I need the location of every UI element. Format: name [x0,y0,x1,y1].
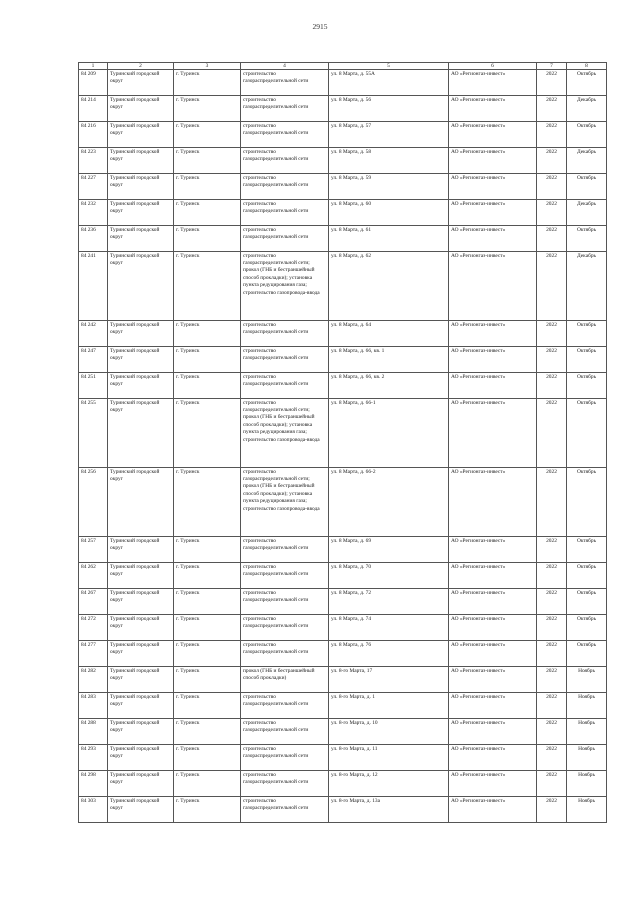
cell-operator: АО «Регионгаз-инвест» [449,321,537,347]
cell-operator: АО «Регионгаз-инвест» [449,589,537,615]
cell-year: 2022 [537,399,567,468]
cell-work-type: строительство газораспределительной сети [241,174,329,200]
cell-district: Туринский городской округ [108,347,174,373]
cell-address: ул. 8 Марта, д. 59 [329,174,449,200]
cell-district: Туринский городской округ [108,96,174,122]
cell-work-type: строительство газораспределительной сети [241,771,329,797]
cell-year: 2022 [537,321,567,347]
cell-work-type: строительство газораспределительной сети; прокол (ГНБ и бестраншейный способ прокладки); установка пункта редуцирования газа; строительство газопровода-ввода [241,252,329,321]
cell-work-type: строительство газораспределительной сети [241,563,329,589]
cell-address: ул. 8 Марта, д. 72 [329,589,449,615]
cell-operator: АО «Регионгаз-инвест» [449,563,537,589]
cell-number: 84 227 [79,174,108,200]
cell-work-type: строительство газораспределительной сети [241,693,329,719]
cell-locality: г. Туринск [174,667,241,693]
cell-locality: г. Туринск [174,693,241,719]
cell-locality: г. Туринск [174,148,241,174]
cell-number: 84 283 [79,693,108,719]
table-header [79,63,607,70]
cell-locality: г. Туринск [174,200,241,226]
cell-locality: г. Туринск [174,252,241,321]
cell-year: 2022 [537,252,567,321]
cell-operator: АО «Регионгаз-инвест» [449,693,537,719]
table-row [79,200,607,226]
cell-number: 84 293 [79,745,108,771]
cell-operator: АО «Регионгаз-инвест» [449,399,537,468]
cell-year: 2022 [537,797,567,823]
column-header: 2 [108,63,174,70]
table-row [79,615,607,641]
cell-operator: АО «Регионгаз-инвест» [449,745,537,771]
column-header: 7 [537,63,567,70]
cell-locality: г. Туринск [174,771,241,797]
cell-address: ул. 8 Марта, д. 58 [329,148,449,174]
cell-locality: г. Туринск [174,797,241,823]
cell-month: Октябрь [567,563,607,589]
cell-month: Октябрь [567,641,607,667]
cell-year: 2022 [537,468,567,537]
cell-work-type: строительство газораспределительной сети [241,719,329,745]
cell-operator: АО «Регионгаз-инвест» [449,148,537,174]
cell-work-type: строительство газораспределительной сети; прокол (ГНБ и бестраншейный способ прокладки); установка пункта редуцирования газа; строительство газопровода-ввода [241,399,329,468]
cell-address: ул. 8 Марта, д. 74 [329,615,449,641]
table-row [79,252,607,321]
cell-district: Туринский городской округ [108,373,174,399]
cell-month: Октябрь [567,537,607,563]
cell-month: Октябрь [567,347,607,373]
cell-district: Туринский городской округ [108,252,174,321]
table-row [79,771,607,797]
table-row [79,719,607,745]
cell-locality: г. Туринск [174,174,241,200]
cell-district: Туринский городской округ [108,321,174,347]
cell-work-type: строительство газораспределительной сети [241,226,329,252]
cell-number: 84 236 [79,226,108,252]
cell-operator: АО «Регионгаз-инвест» [449,96,537,122]
cell-locality: г. Туринск [174,321,241,347]
cell-district: Туринский городской округ [108,693,174,719]
table-row [79,148,607,174]
cell-district: Туринский городской округ [108,399,174,468]
cell-address: ул. 8 Марта, д. 69 [329,537,449,563]
cell-work-type: строительство газораспределительной сети [241,70,329,96]
cell-year: 2022 [537,226,567,252]
cell-month: Ноябрь [567,693,607,719]
cell-work-type: строительство газораспределительной сети [241,641,329,667]
cell-month: Октябрь [567,122,607,148]
cell-month: Октябрь [567,321,607,347]
cell-month: Декабрь [567,200,607,226]
page-number: 2915 [312,22,328,31]
cell-work-type: строительство газораспределительной сети [241,797,329,823]
cell-locality: г. Туринск [174,373,241,399]
cell-number: 84 262 [79,563,108,589]
cell-month: Ноябрь [567,719,607,745]
cell-district: Туринский городской округ [108,745,174,771]
cell-address: ул. 8 Марта, д. 61 [329,226,449,252]
cell-locality: г. Туринск [174,641,241,667]
cell-district: Туринский городской округ [108,200,174,226]
column-header: 3 [174,63,241,70]
cell-number: 84 214 [79,96,108,122]
cell-number: 84 277 [79,641,108,667]
table-body [79,70,607,823]
table-row [79,641,607,667]
cell-locality: г. Туринск [174,70,241,96]
cell-operator: АО «Регионгаз-инвест» [449,537,537,563]
cell-year: 2022 [537,563,567,589]
column-header: 6 [449,63,537,70]
cell-work-type: строительство газораспределительной сети [241,200,329,226]
cell-address: ул. 8 Марта, д. 55А [329,70,449,96]
cell-work-type: строительство газораспределительной сети [241,148,329,174]
column-header: 8 [567,63,607,70]
table-row [79,226,607,252]
cell-year: 2022 [537,347,567,373]
cell-number: 84 272 [79,615,108,641]
cell-district: Туринский городской округ [108,148,174,174]
cell-work-type: строительство газораспределительной сети [241,589,329,615]
registry-table [78,62,607,823]
cell-locality: г. Туринск [174,347,241,373]
cell-locality: г. Туринск [174,96,241,122]
cell-address: ул. 8-го Марта, д. 10 [329,719,449,745]
cell-locality: г. Туринск [174,615,241,641]
cell-operator: АО «Регионгаз-инвест» [449,347,537,373]
cell-district: Туринский городской округ [108,226,174,252]
cell-address: ул. 8 Марта, д. 66-1 [329,399,449,468]
cell-year: 2022 [537,641,567,667]
cell-month: Октябрь [567,615,607,641]
cell-district: Туринский городской округ [108,797,174,823]
cell-month: Октябрь [567,399,607,468]
cell-month: Октябрь [567,468,607,537]
cell-month: Декабрь [567,96,607,122]
cell-address: ул. 8-го Марта, д. 12 [329,771,449,797]
cell-month: Октябрь [567,70,607,96]
cell-number: 84 247 [79,347,108,373]
cell-year: 2022 [537,589,567,615]
table-row [79,399,607,468]
cell-work-type: строительство газораспределительной сети [241,537,329,563]
cell-district: Туринский городской округ [108,719,174,745]
cell-month: Ноябрь [567,771,607,797]
cell-address: ул. 8-го Марта, 17 [329,667,449,693]
cell-locality: г. Туринск [174,745,241,771]
column-header: 1 [79,63,108,70]
cell-month: Октябрь [567,174,607,200]
cell-year: 2022 [537,122,567,148]
cell-address: ул. 8 Марта, д. 56 [329,96,449,122]
cell-address: ул. 8-го Марта, д. 1 [329,693,449,719]
cell-number: 84 267 [79,589,108,615]
cell-number: 84 298 [79,771,108,797]
cell-year: 2022 [537,745,567,771]
cell-address: ул. 8 Марта, д. 64 [329,321,449,347]
table-row [79,667,607,693]
cell-locality: г. Туринск [174,537,241,563]
cell-address: ул. 8-го Марта, д. 13а [329,797,449,823]
cell-work-type: строительство газораспределительной сети [241,373,329,399]
cell-address: ул. 8 Марта, д. 57 [329,122,449,148]
cell-district: Туринский городской округ [108,589,174,615]
cell-locality: г. Туринск [174,122,241,148]
table-row [79,347,607,373]
table-row [79,468,607,537]
cell-month: Ноябрь [567,797,607,823]
cell-address: ул. 8 Марта, д. 70 [329,563,449,589]
cell-work-type: строительство газораспределительной сети; прокол (ГНБ и бестраншейный способ прокладки); установка пункта редуцирования газа; строительство газопровода-ввода [241,468,329,537]
cell-year: 2022 [537,537,567,563]
cell-year: 2022 [537,771,567,797]
table-row [79,745,607,771]
cell-year: 2022 [537,615,567,641]
cell-district: Туринский городской округ [108,771,174,797]
cell-operator: АО «Регионгаз-инвест» [449,719,537,745]
cell-work-type: строительство газораспределительной сети [241,347,329,373]
cell-address: ул. 8 Марта, д. 66-2 [329,468,449,537]
table-row [79,797,607,823]
cell-number: 84 288 [79,719,108,745]
cell-month: Октябрь [567,226,607,252]
cell-year: 2022 [537,96,567,122]
cell-district: Туринский городской округ [108,537,174,563]
cell-operator: АО «Регионгаз-инвест» [449,615,537,641]
cell-operator: АО «Регионгаз-инвест» [449,641,537,667]
table-row [79,373,607,399]
cell-locality: г. Туринск [174,399,241,468]
cell-district: Туринский городской округ [108,667,174,693]
cell-locality: г. Туринск [174,719,241,745]
cell-address: ул. 8 Марта, д. 76 [329,641,449,667]
cell-number: 84 256 [79,468,108,537]
cell-number: 84 282 [79,667,108,693]
cell-locality: г. Туринск [174,468,241,537]
cell-district: Туринский городской округ [108,641,174,667]
cell-operator: АО «Регионгаз-инвест» [449,174,537,200]
cell-year: 2022 [537,719,567,745]
cell-address: ул. 8 Марта, д. 60 [329,200,449,226]
cell-address: ул. 8 Марта, д. 66, кв. 1 [329,347,449,373]
cell-address: ул. 8 Марта, д. 66, кв. 2 [329,373,449,399]
cell-month: Декабрь [567,148,607,174]
cell-work-type: прокол (ГНБ и бестраншейный способ прокладки) [241,667,329,693]
cell-district: Туринский городской округ [108,174,174,200]
cell-year: 2022 [537,200,567,226]
cell-operator: АО «Регионгаз-инвест» [449,797,537,823]
cell-locality: г. Туринск [174,563,241,589]
cell-number: 84 209 [79,70,108,96]
table-row [79,589,607,615]
cell-year: 2022 [537,174,567,200]
cell-address: ул. 8 Марта, д. 62 [329,252,449,321]
cell-work-type: строительство газораспределительной сети [241,321,329,347]
cell-work-type: строительство газораспределительной сети [241,745,329,771]
cell-year: 2022 [537,667,567,693]
cell-locality: г. Туринск [174,226,241,252]
table-row [79,693,607,719]
cell-operator: АО «Регионгаз-инвест» [449,226,537,252]
cell-operator: АО «Регионгаз-инвест» [449,771,537,797]
cell-month: Ноябрь [567,745,607,771]
cell-number: 84 241 [79,252,108,321]
cell-district: Туринский городской округ [108,563,174,589]
cell-operator: АО «Регионгаз-инвест» [449,667,537,693]
cell-district: Туринский городской округ [108,70,174,96]
cell-operator: АО «Регионгаз-инвест» [449,70,537,96]
table-row [79,563,607,589]
cell-district: Туринский городской округ [108,122,174,148]
table-row [79,537,607,563]
table-row [79,174,607,200]
cell-district: Туринский городской округ [108,468,174,537]
column-header: 4 [241,63,329,70]
cell-district: Туринский городской округ [108,615,174,641]
cell-address: ул. 8-го Марта, д. 11 [329,745,449,771]
cell-month: Октябрь [567,589,607,615]
cell-operator: АО «Регионгаз-инвест» [449,252,537,321]
cell-number: 84 303 [79,797,108,823]
table-row [79,321,607,347]
cell-operator: АО «Регионгаз-инвест» [449,373,537,399]
cell-operator: АО «Регионгаз-инвест» [449,468,537,537]
cell-number: 84 216 [79,122,108,148]
cell-operator: АО «Регионгаз-инвест» [449,200,537,226]
cell-work-type: строительство газораспределительной сети [241,122,329,148]
cell-number: 84 242 [79,321,108,347]
cell-year: 2022 [537,373,567,399]
cell-number: 84 232 [79,200,108,226]
cell-work-type: строительство газораспределительной сети [241,96,329,122]
cell-number: 84 251 [79,373,108,399]
cell-year: 2022 [537,693,567,719]
cell-work-type: строительство газораспределительной сети [241,615,329,641]
cell-year: 2022 [537,148,567,174]
table-row [79,96,607,122]
table-row [79,122,607,148]
cell-month: Ноябрь [567,667,607,693]
cell-number: 84 223 [79,148,108,174]
cell-number: 84 255 [79,399,108,468]
cell-year: 2022 [537,70,567,96]
column-header: 5 [329,63,449,70]
cell-operator: АО «Регионгаз-инвест» [449,122,537,148]
cell-locality: г. Туринск [174,589,241,615]
table-row [79,70,607,96]
cell-month: Октябрь [567,373,607,399]
cell-number: 84 257 [79,537,108,563]
cell-month: Декабрь [567,252,607,321]
